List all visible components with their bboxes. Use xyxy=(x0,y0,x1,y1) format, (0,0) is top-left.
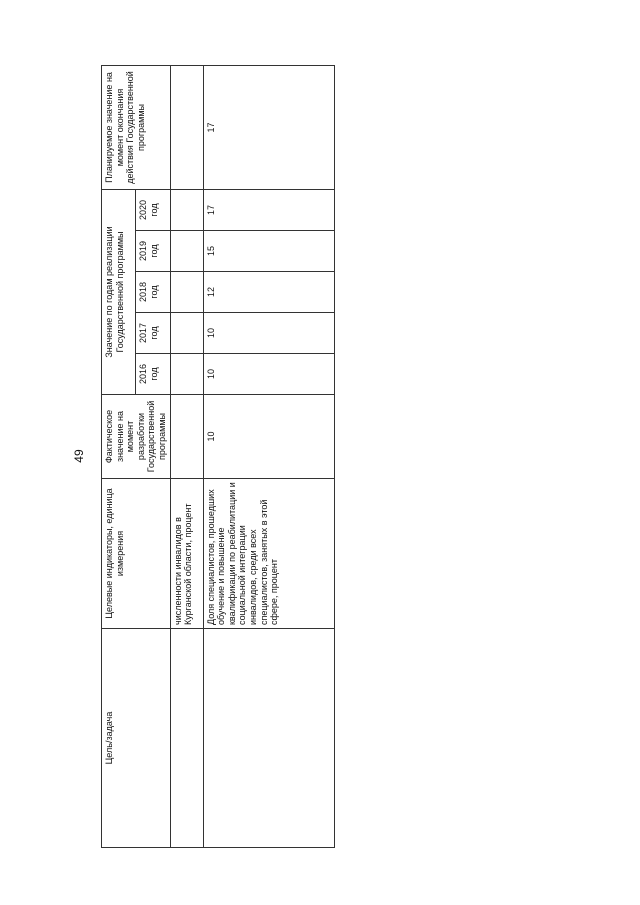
header-row xyxy=(102,65,136,847)
cell-year-2019 xyxy=(170,231,203,272)
page-number: 49 xyxy=(72,449,86,463)
cell-planned: 17 xyxy=(203,65,335,189)
table-row xyxy=(170,65,203,847)
header-year-2018: 2018 год xyxy=(136,272,170,313)
cell-year-2020: 17 xyxy=(203,189,335,230)
header-year-2017: 2017 год xyxy=(136,313,170,354)
header-by-years: Значение по годам реализации Государственной программы xyxy=(102,189,136,394)
header-planned: Планируемое значение на момент окончания действия Государственной программы xyxy=(102,65,171,189)
cell-year-2019: 15 xyxy=(203,231,335,272)
cell-year-2018 xyxy=(170,272,203,313)
cell-planned xyxy=(170,65,203,189)
cell-year-2018: 12 xyxy=(203,272,335,313)
cell-year-2016: 10 xyxy=(203,354,335,395)
header-indicator: Целевые индикаторы, единица измерения xyxy=(102,479,171,629)
cell-actual: 10 xyxy=(203,395,335,479)
cell-actual xyxy=(170,395,203,479)
cell-indicator: Доля специалистов, прошедших обучение и повышение квалификации по реабилитации и социальной интеграции инвалидов, среди всех специалистов, занятых в этой сфере, процент xyxy=(203,479,335,629)
indicators-table xyxy=(101,65,335,848)
cell-year-2020 xyxy=(170,189,203,230)
header-goal: Цель/задача xyxy=(102,629,171,848)
cell-year-2016 xyxy=(170,354,203,395)
cell-goal xyxy=(170,629,203,848)
cell-goal xyxy=(203,629,335,848)
cell-year-2017 xyxy=(170,313,203,354)
header-year-2020: 2020 год xyxy=(136,189,170,230)
header-year-2019: 2019 год xyxy=(136,231,170,272)
header-year-2016: 2016 год xyxy=(136,354,170,395)
header-actual: Фактическое значение на момент разработки Государственной программы xyxy=(102,395,171,479)
table-row xyxy=(203,65,335,847)
cell-indicator: численности инвалидов в Курганской области, процент xyxy=(170,479,203,629)
cell-year-2017: 10 xyxy=(203,313,335,354)
rotated-table-wrapper xyxy=(101,66,319,848)
